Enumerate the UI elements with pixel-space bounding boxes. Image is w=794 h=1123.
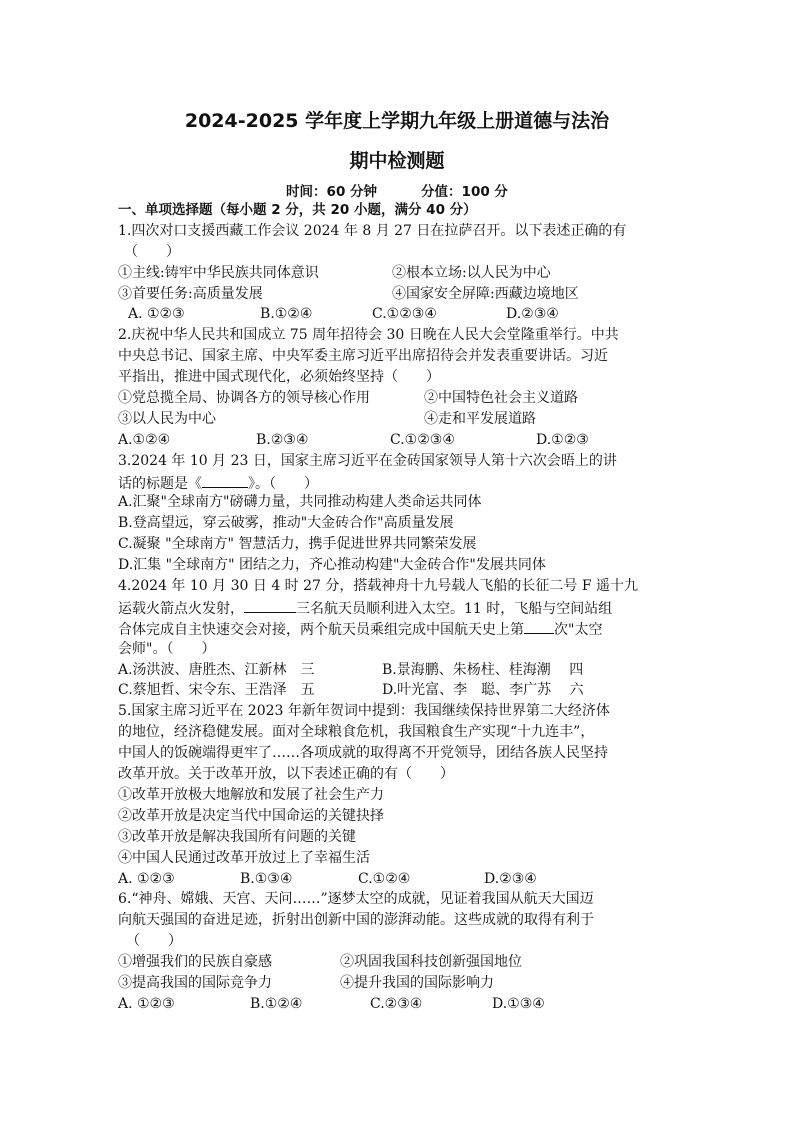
question-stem-line xyxy=(118,618,688,639)
choice-row xyxy=(118,304,688,325)
question-stem-line: 向航天强国的奋进足迹，折射出创新中国的澎湃动能。这些成就的取得有利于 xyxy=(118,912,594,929)
choice-row xyxy=(118,680,688,701)
choice-c: C.凝聚 "全球南方" 智慧活力，携手促进世界共同繁荣发展 xyxy=(118,536,477,553)
statement-row xyxy=(118,388,688,409)
choice-d: D.汇集 "全球南方" 团结之力，齐心推动构建"大金砖合作"发展共同体 xyxy=(118,557,546,574)
choice-c: C.①②④ xyxy=(358,870,411,887)
choice-c: C.②③④ xyxy=(370,995,423,1012)
choice-row xyxy=(118,660,688,681)
choice-row xyxy=(118,869,688,890)
question-stem-line: 改革开放。关于改革开放，以下表述正确的有（ ） xyxy=(118,766,454,783)
statement-row xyxy=(118,409,688,430)
choice-b: B.①②④ xyxy=(260,306,313,323)
question-stem-line: 5.国家主席习近平在 2023 年新年贺词中提到：我国继续保持世界第二大经济体 xyxy=(118,703,610,720)
exam-score: 分值：100 分 xyxy=(421,184,508,200)
choice-c: C.①②③④ xyxy=(390,431,455,448)
question-5 xyxy=(118,701,688,889)
statement-row xyxy=(118,284,688,305)
question-stem-line: 4.2024 年 10 月 30 日 4 时 27 分，搭载神舟十九号载人飞船的长征二号 F 遥十九 xyxy=(118,578,639,595)
choice-c: C.蔡旭哲、宋令东、王浩泽 五 xyxy=(118,682,315,699)
exam-content xyxy=(118,200,688,1015)
question-stem-line: 3.2024 年 10 月 23 日，国家主席习近平在金砖国家领导人第十六次会晤上的讲 xyxy=(118,452,617,469)
exam-time: 时间：60 分钟 xyxy=(286,184,378,200)
choice-a: A. ①②③ xyxy=(118,870,175,887)
statement: ②中国特色社会主义道路 xyxy=(424,390,578,407)
statement: ①主线:铸牢中华民族共同体意识 xyxy=(118,264,319,281)
choice-d: D.①③④ xyxy=(492,995,545,1012)
stem-text: 次"太空 xyxy=(554,621,603,638)
answer-blank xyxy=(244,597,296,613)
question-stem-line: 中央总书记、国家主席、中央军委主席习近平出席招待会并发表重要讲话。习近 xyxy=(118,348,608,365)
choice-a: A. ①②③ xyxy=(128,306,185,323)
statement: ④国家安全屏障:西藏边境地区 xyxy=(392,285,579,302)
question-1 xyxy=(118,221,688,325)
question-stem-line: 1.四次对口支援西藏工作会议 2024 年 8 月 27 日在拉萨召开。以下表述正确的有 xyxy=(118,222,627,239)
choice-a: A.汇聚"全球南方"磅礴力量，共同推动构建人类命运共同体 xyxy=(118,494,482,511)
statement: ①党总揽全局、协调各方的领导核心作用 xyxy=(118,390,370,407)
question-stem-line xyxy=(118,597,688,618)
statement-row xyxy=(118,952,688,973)
statement: ②根本立场:以人民为中心 xyxy=(392,264,551,281)
choice-d: D.①②③ xyxy=(536,431,589,448)
question-6 xyxy=(118,889,688,1014)
choice-b: B.登高望远，穿云破雾，推动"大金砖合作"高质量发展 xyxy=(118,515,454,532)
stem-text: 》。（ ） xyxy=(248,475,318,492)
statement: ④走和平发展道路 xyxy=(424,410,536,427)
question-4 xyxy=(118,576,688,701)
statement-row xyxy=(118,973,688,994)
statement: ③以人民为中心 xyxy=(118,410,216,427)
statement: ②改革开放是决定当代中国命运的关键抉择 xyxy=(118,807,384,824)
statement: ④中国人民通过改革开放过上了幸福生活 xyxy=(118,849,370,866)
choice-a: A.汤洪波、唐胜杰、江新林 三 xyxy=(118,661,315,678)
exam-meta xyxy=(0,180,794,200)
choice-d: D.叶光富、李 聪、李广苏 六 xyxy=(382,682,584,699)
statement: ③改革开放是解决我国所有问题的关键 xyxy=(118,828,356,845)
question-stem-line: 平指出，推进中国式现代化，必须始终坚持（ ） xyxy=(118,369,440,386)
answer-blank xyxy=(524,618,554,634)
statement: ②巩固我国科技创新强国地位 xyxy=(340,954,522,971)
question-stem-line: 2.庆祝中华人民共和国成立 75 周年招待会 30 日晚在人民大会堂隆重举行。中共 xyxy=(118,327,619,344)
stem-text: 三名航天员顺利进入太空。11 时，飞船与空间站组 xyxy=(296,600,613,617)
statement: ③提高我国的国际竞争力 xyxy=(118,974,272,991)
choice-b: B.①②④ xyxy=(250,995,303,1012)
exam-title: 2024-2025 学年度上学期九年级上册道德与法治 xyxy=(184,110,610,132)
statement: ④提升我国的国际影响力 xyxy=(340,974,494,991)
question-stem-line: 的地位，经济稳健发展。面对全球粮食危机，我国粮食生产实现“十九连丰”， xyxy=(118,724,595,741)
answer-blank xyxy=(202,472,248,488)
question-stem-line: 6.“神舟、嫦娥、天宫、天问……”逐梦太空的成就，见证着我国从航天大国迈 xyxy=(118,891,594,908)
question-stem-line xyxy=(118,472,688,493)
choice-c: C.①②③④ xyxy=(372,306,437,323)
question-stem-line: 会师"。（ ） xyxy=(118,640,216,657)
question-stem-line: （ ） xyxy=(126,933,182,950)
section-heading: 一、单项选择题（每小题 2 分，共 20 小题，满分 40 分） xyxy=(118,202,477,218)
choice-b: B.②③④ xyxy=(256,431,309,448)
question-stem-line: （ ） xyxy=(124,243,180,260)
question-3 xyxy=(118,451,688,576)
choice-d: D.②③④ xyxy=(506,306,559,323)
question-stem-line: 中国人的饭碗端得更牢了……各项成就的取得离不开党领导，团结各族人民坚持 xyxy=(118,745,608,762)
choice-b: B.①③④ xyxy=(240,870,293,887)
exam-subtitle: 期中检测题 xyxy=(349,150,445,172)
statement: ①增强我们的民族自豪感 xyxy=(118,954,272,971)
stem-text: 运载火箭点火发射， xyxy=(118,600,244,617)
statement: ③首要任务:高质量发展 xyxy=(118,285,263,302)
statement-row xyxy=(118,263,688,284)
choice-b: B.景海鹏、朱杨柱、桂海潮 四 xyxy=(382,661,584,678)
choice-a: A. ①②③ xyxy=(118,995,175,1012)
choice-a: A.①②④ xyxy=(118,431,171,448)
choice-d: D.②③④ xyxy=(484,870,537,887)
statement: ①改革开放极大地解放和发展了社会生产力 xyxy=(118,786,384,803)
question-2 xyxy=(118,325,688,450)
choice-row xyxy=(118,430,688,451)
stem-text: 合体完成自主快速交会对接，两个航天员乘组完成中国航天史上第 xyxy=(118,621,524,638)
choice-row xyxy=(118,994,688,1015)
stem-text: 话的标题是《 xyxy=(118,475,202,492)
